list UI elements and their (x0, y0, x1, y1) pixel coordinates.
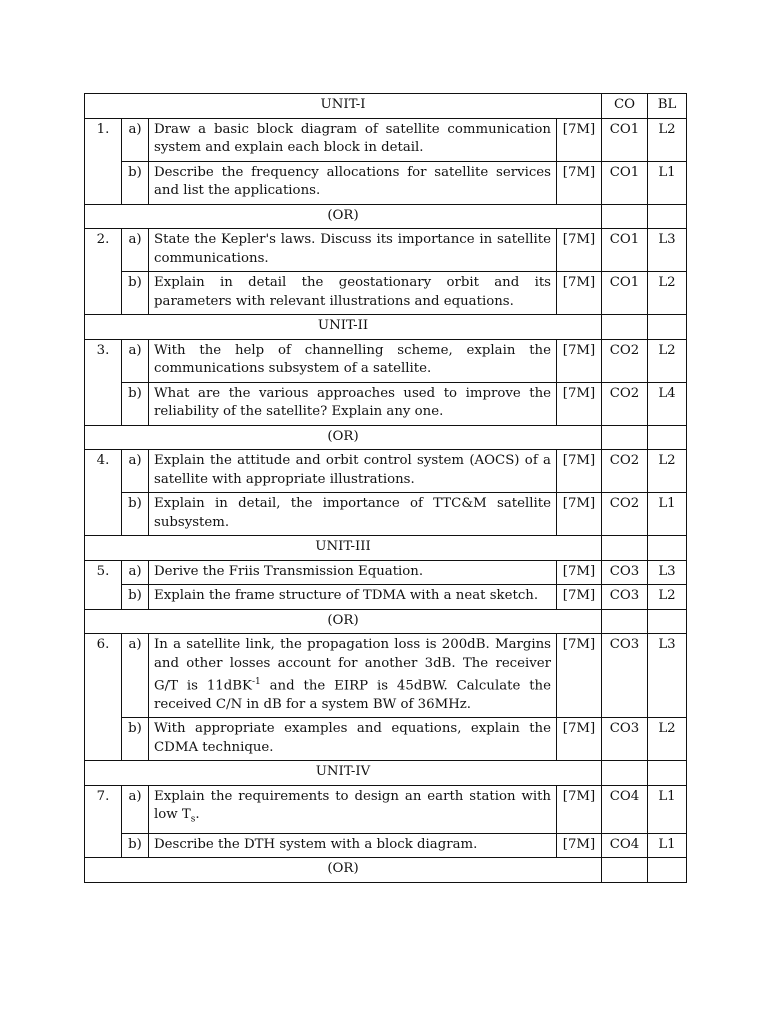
empty-cell (648, 204, 687, 229)
blooms-level: L1 (648, 161, 687, 204)
empty-cell (602, 425, 648, 450)
marks: [7M] (557, 560, 602, 585)
or-label: (OR) (85, 425, 602, 450)
course-outcome: CO4 (602, 833, 648, 858)
empty-cell (648, 536, 687, 561)
question-part-row (85, 161, 687, 204)
question-number: 5. (85, 560, 122, 609)
unit-title: UNIT-II (85, 315, 602, 340)
part-label: a) (122, 560, 149, 585)
part-label: b) (122, 272, 149, 315)
or-separator-row (85, 609, 687, 634)
blooms-level: L1 (648, 493, 687, 536)
or-label: (OR) (85, 858, 602, 883)
question-number: 7. (85, 785, 122, 857)
marks: [7M] (557, 785, 602, 833)
co-column-header: CO (602, 94, 648, 119)
marks: [7M] (557, 339, 602, 382)
marks: [7M] (557, 718, 602, 761)
part-label: a) (122, 634, 149, 718)
part-label: b) (122, 493, 149, 536)
question-paper-body (85, 94, 687, 883)
unit-title: UNIT-IV (85, 761, 602, 786)
empty-cell (602, 761, 648, 786)
unit-header-row (85, 761, 687, 786)
question-text: Derive the Friis Transmission Equation. (149, 560, 557, 585)
question-part-row (85, 785, 687, 833)
question-part-row (85, 585, 687, 610)
part-label: b) (122, 718, 149, 761)
unit-header-row (85, 315, 687, 340)
blooms-level: L2 (648, 585, 687, 610)
unit-header-row (85, 94, 687, 119)
blooms-level: L2 (648, 718, 687, 761)
empty-cell (602, 536, 648, 561)
question-paper-table (84, 93, 687, 883)
marks: [7M] (557, 450, 602, 493)
empty-cell (602, 204, 648, 229)
empty-cell (648, 425, 687, 450)
question-part-row (85, 118, 687, 161)
question-text: With the help of channelling scheme, explain the communications subsystem of a satellite. (149, 339, 557, 382)
question-part-row (85, 718, 687, 761)
empty-cell (648, 315, 687, 340)
course-outcome: CO3 (602, 634, 648, 718)
part-label: b) (122, 833, 149, 858)
question-part-row (85, 272, 687, 315)
part-label: b) (122, 382, 149, 425)
course-outcome: CO2 (602, 339, 648, 382)
question-number: 1. (85, 118, 122, 204)
question-part-row (85, 450, 687, 493)
or-separator-row (85, 425, 687, 450)
question-number: 4. (85, 450, 122, 536)
empty-cell (602, 609, 648, 634)
question-part-row (85, 634, 687, 718)
course-outcome: CO3 (602, 585, 648, 610)
marks: [7M] (557, 585, 602, 610)
marks: [7M] (557, 161, 602, 204)
unit-title: UNIT-I (85, 94, 602, 119)
question-text: Explain in detail the geostationary orbit and its parameters with relevant illustrations and equations. (149, 272, 557, 315)
question-text: With appropriate examples and equations, explain the CDMA technique. (149, 718, 557, 761)
question-part-row (85, 493, 687, 536)
or-label: (OR) (85, 204, 602, 229)
blooms-level: L4 (648, 382, 687, 425)
unit-title: UNIT-III (85, 536, 602, 561)
empty-cell (648, 858, 687, 883)
question-part-row (85, 339, 687, 382)
question-part-row (85, 833, 687, 858)
or-separator-row (85, 204, 687, 229)
question-number: 2. (85, 229, 122, 315)
empty-cell (648, 761, 687, 786)
or-separator-row (85, 858, 687, 883)
question-part-row (85, 229, 687, 272)
empty-cell (602, 858, 648, 883)
course-outcome: CO2 (602, 493, 648, 536)
question-text: Explain the requirements to design an earth station with low $T_s$. (149, 785, 557, 833)
part-label: a) (122, 229, 149, 272)
part-label: b) (122, 585, 149, 610)
question-part-row (85, 560, 687, 585)
question-text: In a satellite link, the propagation loss is 200dB. Margins and other losses account for another 3dB. The receiver G/T is 11dBK$^{-1}$ and the EIRP is 45dBW. Calculate the received C/N in dB for a system BW of 36MHz. (149, 634, 557, 718)
blooms-level: L2 (648, 339, 687, 382)
unit-header-row (85, 536, 687, 561)
question-part-row (85, 382, 687, 425)
empty-cell (602, 315, 648, 340)
course-outcome: CO1 (602, 161, 648, 204)
question-text: Explain in detail, the importance of TTC&M satellite subsystem. (149, 493, 557, 536)
blooms-level: L3 (648, 560, 687, 585)
blooms-level: L2 (648, 450, 687, 493)
blooms-level: L3 (648, 229, 687, 272)
question-text: Draw a basic block diagram of satellite communication system and explain each block in detail. (149, 118, 557, 161)
course-outcome: CO4 (602, 785, 648, 833)
blooms-level: L3 (648, 634, 687, 718)
blooms-level: L1 (648, 833, 687, 858)
marks: [7M] (557, 493, 602, 536)
blooms-level: L2 (648, 272, 687, 315)
part-label: a) (122, 118, 149, 161)
question-number: 6. (85, 634, 122, 761)
part-label: a) (122, 785, 149, 833)
blooms-level: L2 (648, 118, 687, 161)
marks: [7M] (557, 272, 602, 315)
marks: [7M] (557, 833, 602, 858)
question-text: Explain the attitude and orbit control system (AOCS) of a satellite with appropriate illustrations. (149, 450, 557, 493)
or-label: (OR) (85, 609, 602, 634)
question-text: Describe the DTH system with a block diagram. (149, 833, 557, 858)
course-outcome: CO3 (602, 560, 648, 585)
question-text: State the Kepler's laws. Discuss its importance in satellite communications. (149, 229, 557, 272)
course-outcome: CO1 (602, 229, 648, 272)
part-label: b) (122, 161, 149, 204)
course-outcome: CO3 (602, 718, 648, 761)
blooms-level: L1 (648, 785, 687, 833)
course-outcome: CO2 (602, 450, 648, 493)
marks: [7M] (557, 634, 602, 718)
part-label: a) (122, 339, 149, 382)
question-text: What are the various approaches used to improve the reliability of the satellite? Explain any one. (149, 382, 557, 425)
course-outcome: CO2 (602, 382, 648, 425)
question-text: Explain the frame structure of TDMA with a neat sketch. (149, 585, 557, 610)
question-number: 3. (85, 339, 122, 425)
marks: [7M] (557, 229, 602, 272)
part-label: a) (122, 450, 149, 493)
bl-column-header: BL (648, 94, 687, 119)
empty-cell (648, 609, 687, 634)
course-outcome: CO1 (602, 118, 648, 161)
question-text: Describe the frequency allocations for satellite services and list the applications. (149, 161, 557, 204)
course-outcome: CO1 (602, 272, 648, 315)
marks: [7M] (557, 382, 602, 425)
marks: [7M] (557, 118, 602, 161)
